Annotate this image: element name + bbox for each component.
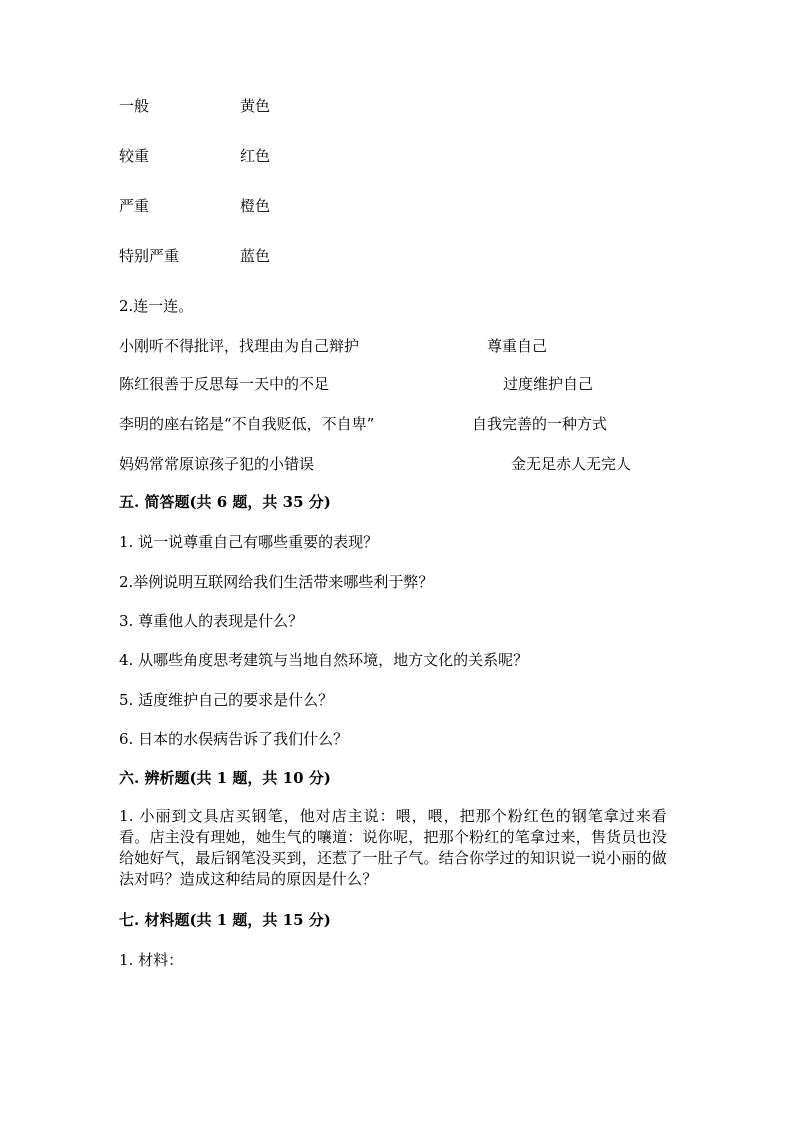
severity-level-3: 严重 bbox=[119, 197, 150, 215]
question-item: 6. 日本的水俣病告诉了我们什么？ bbox=[119, 730, 349, 748]
section-heading: 六. 辨析题(共 1 题，共 10 分) bbox=[119, 769, 331, 787]
match-left-1: 小刚听不得批评，找理由为自己辩护 bbox=[119, 337, 360, 355]
severity-color-4: 蓝色 bbox=[240, 247, 271, 265]
question-item: 3. 尊重他人的表现是什么？ bbox=[119, 612, 304, 630]
match-left-2: 陈红很善于反思每一天中的不足 bbox=[119, 375, 330, 393]
question-paragraph: 1. 小丽到文具店买钢笔，他对店主说：喂，喂，把那个粉红色的钢笔拿过来看看。店主没有理她，她生气的嚷道：说你呢，把那个粉红的笔拿过来，售货员也没给她好气，最后钢笔没买到，还惹了一肚子气。结合你学过的知识说一说小丽的做法对吗？造成这种结局的原因是什么？ bbox=[119, 807, 667, 888]
match-right-1: 尊重自己 bbox=[487, 337, 548, 355]
section-heading: 五. 简答题(共 6 题，共 35 分) bbox=[119, 493, 331, 511]
section-heading: 七. 材料题(共 1 题，共 15 分) bbox=[119, 911, 331, 929]
question-item: 1. 说一说尊重自己有哪些重要的表现？ bbox=[119, 533, 379, 551]
match-left-3: 李明的座右铭是“不自我贬低，不自卑” bbox=[119, 415, 375, 433]
severity-level-1: 一般 bbox=[119, 97, 150, 115]
severity-level-4: 特别严重 bbox=[119, 247, 180, 265]
match-right-3: 自我完善的一种方式 bbox=[472, 415, 608, 433]
match-right-2: 过度维护自己 bbox=[503, 375, 594, 393]
severity-color-3: 橙色 bbox=[240, 197, 271, 215]
severity-level-2: 较重 bbox=[119, 147, 150, 165]
question-item: 5. 适度维护自己的要求是什么？ bbox=[119, 691, 334, 709]
severity-color-2: 红色 bbox=[240, 147, 271, 165]
question-title: 2.连一连。 bbox=[119, 297, 194, 315]
severity-color-1: 黄色 bbox=[240, 97, 271, 115]
match-left-4: 妈妈常常原谅孩子犯的小错误 bbox=[119, 455, 315, 473]
match-right-4: 金无足赤人无完人 bbox=[511, 455, 632, 473]
question-item: 1. 材料： bbox=[119, 951, 184, 969]
question-item: 2.举例说明互联网给我们生活带来哪些利于弊？ bbox=[119, 573, 434, 591]
question-item: 4. 从哪些角度思考建筑与当地自然环境，地方文化的关系呢？ bbox=[119, 651, 529, 669]
